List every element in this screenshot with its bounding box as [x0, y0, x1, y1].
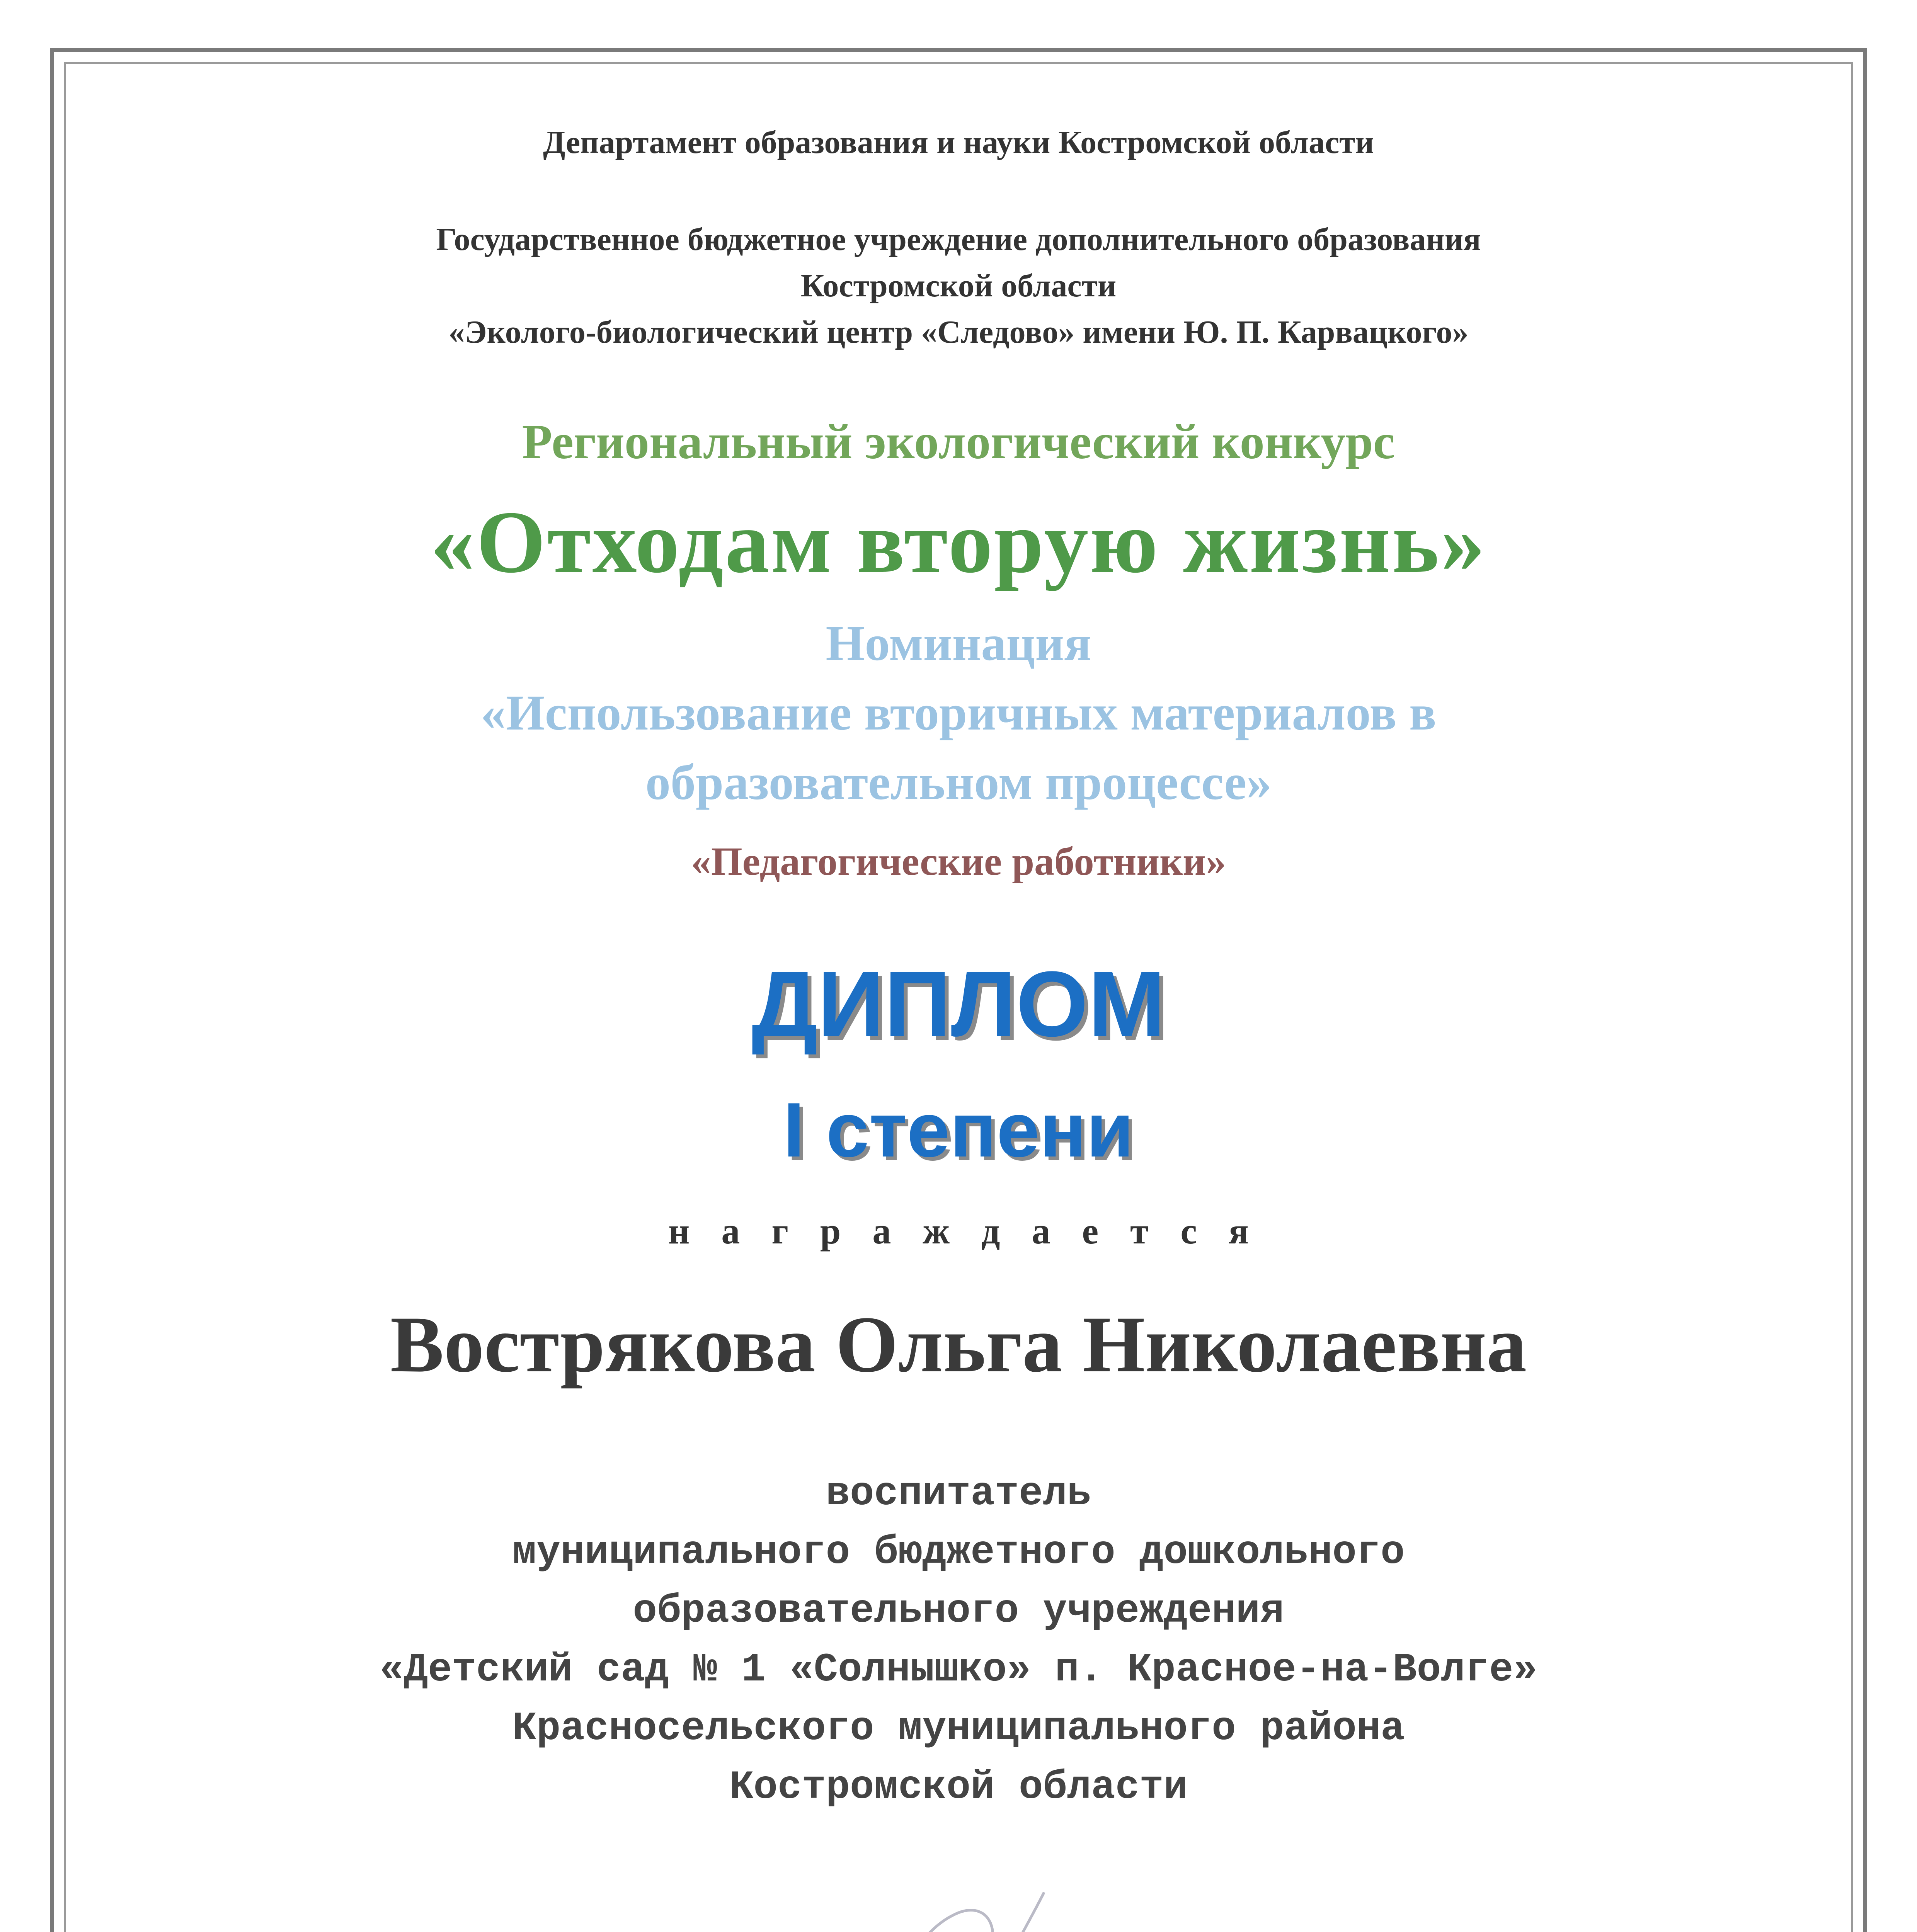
recipient-position: [0, 1464, 1917, 1817]
handwritten-signature: [858, 1878, 1136, 1932]
nomination-title: [0, 678, 1917, 817]
category: «Педагогические работники»: [691, 839, 1226, 884]
nomination-label: Номинация: [826, 616, 1091, 671]
diploma-degree: I степени: [783, 1087, 1134, 1173]
position-line: воспитатель: [826, 1471, 1091, 1517]
institution-line: «Эколого-биологический центр «Следово» имени Ю. П. Карвацкого»: [448, 314, 1469, 350]
institution-name: [0, 216, 1917, 355]
position-line: «Детский сад № 1 «Солнышко» п. Красное-на-Волге»: [380, 1647, 1537, 1693]
department-name: Департамент образования и науки Костромской области: [543, 124, 1374, 160]
diploma-title: ДИПЛОМ: [751, 952, 1166, 1056]
position-line: муниципального бюджетного дошкольного: [512, 1530, 1405, 1575]
contest-title: «Отходам вторую жизнь»: [430, 493, 1487, 591]
contest-type: Региональный экологический конкурс: [522, 414, 1395, 469]
nomination-line: «Использование вторичных материалов в: [480, 685, 1437, 741]
institution-line: Государственное бюджетное учреждение дополнительного образования: [436, 221, 1481, 257]
awarded-label: награждается: [668, 1210, 1280, 1252]
recipient-name: Вострякова Ольга Николаевна: [390, 1300, 1527, 1389]
position-line: образовательного учреждения: [633, 1588, 1284, 1634]
position-line: Красносельского муниципального района: [512, 1706, 1405, 1752]
nomination-line: образовательном процессе»: [645, 755, 1272, 810]
position-line: Костромской области: [729, 1765, 1188, 1810]
institution-line: Костромской области: [800, 268, 1117, 304]
